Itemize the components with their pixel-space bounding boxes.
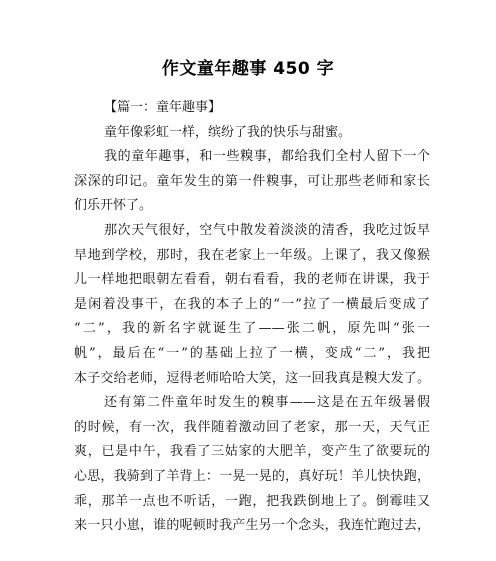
paragraph-line: 来一只小崽，谁的呢顿时我产生另一个念头，我连忙跑过去， (74, 518, 430, 534)
paragraph-line: 还有第二件童年时发生的糗事——这是在五年级暑假 (104, 395, 430, 411)
paragraph-line: 心思，我骑到了羊背上：一晃一晃的，真好玩！羊儿快快跑， (74, 468, 430, 484)
paragraph-line: 童年像彩虹一样，缤纷了我的快乐与甜蜜。 (104, 124, 352, 140)
document-title: 作文童年趣事 450 字 (161, 59, 335, 79)
paragraph-line: 本子交给老师，逗得老师哈哈大笑，这一回我真是糗大发了。 (74, 370, 430, 386)
paragraph-line: 那次天气很好，空气中散发着淡淡的清香，我吃过饭早 (104, 222, 430, 238)
paragraph-line: 我的童年趣事，和一些糗事，都给我们全村人留下一个 (104, 149, 430, 165)
paragraph-line: 爽，已是中午，我看了三姑家的大肥羊，变产生了欲要玩的 (74, 444, 430, 460)
paragraph-line: 的时候，有一次，我伴随着激动回了老家，那一天，天气正 (74, 419, 430, 435)
section-heading: 【篇一：童年趣事】 (104, 100, 222, 115)
paragraph-line: 深深的印记。童年发生的第一件糗事，可让那些老师和家长 (74, 173, 430, 189)
paragraph-line: 帆”，最后在“一”的基础上拉了一横，变成“二”，我把 (74, 345, 430, 361)
paragraph-line: “二”，我的新名字就诞生了——张二帆，原先叫“张一 (74, 321, 430, 337)
document-body (74, 96, 430, 539)
paragraph-line: 乖，那羊一点也不听话，一跑，把我跌倒地上了。倒霉哇又 (74, 493, 430, 509)
paragraph-line: 儿一样地把眼朝左看看，朝右看看，我的老师在讲课，我于 (74, 272, 430, 288)
paragraph-line: 们乐开怀了。 (74, 198, 153, 214)
paragraph-line: 早地到学校，那时，我在老家上一年级。上课了，我又像猴 (74, 247, 430, 263)
paragraph-line: 是闲着没事干，在我的本子上的“一”拉了一横最后变成了 (74, 296, 430, 312)
